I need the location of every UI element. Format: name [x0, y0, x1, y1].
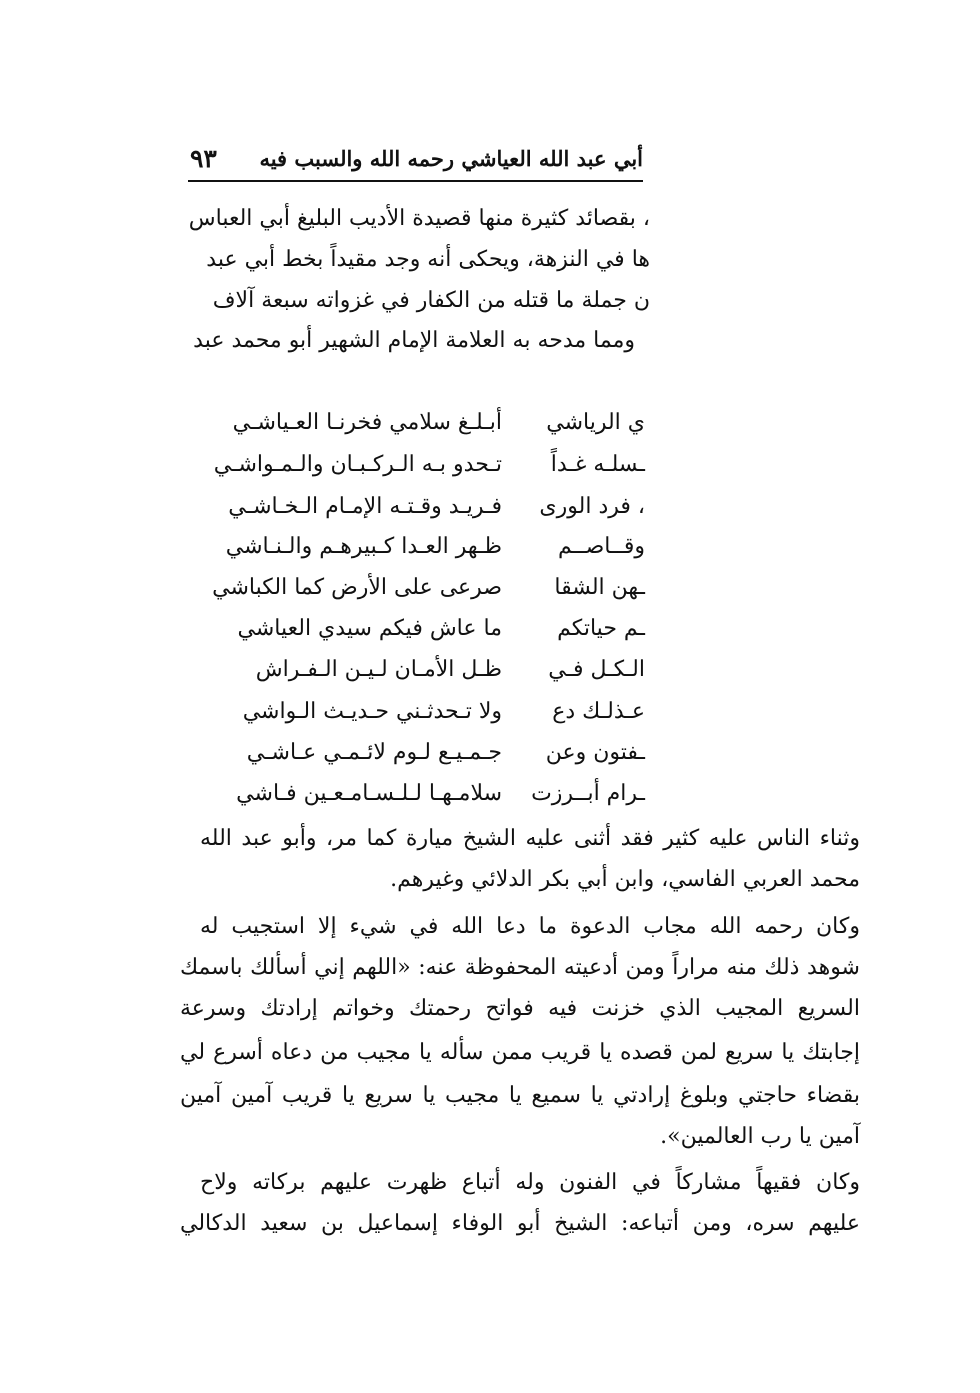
paragraph-line: محمد العربي الفاسي، وابن أبي بكر الدلائي وغيرهم. [390, 867, 860, 892]
verse-second-hemistich: ولا تـحدثـني حـديـث الـواشي [242, 699, 502, 724]
paragraph-line: وكان فقيهاً مشاركاً في الفنون وله أتباع ظهرت عليهم بركاته ولاح [200, 1170, 860, 1195]
paragraph-line: آمين يا رب العالمين». [660, 1124, 860, 1149]
paragraph-line: السريع المجيب الذي خزنت فيه فواتح رحمتك وخواتم إرادتك وسرعة [180, 996, 860, 1021]
verse-first-hemistich: ي الرياشي [546, 410, 645, 435]
page-number: ٩٣ [190, 144, 217, 173]
paragraph-line: وثناء الناس عليه كثير فقد أثنى عليه الشيخ ميارة كما مر، وأبو عبد الله [200, 826, 860, 851]
verse-first-hemistich: ـرام أبــرزت [531, 781, 645, 806]
verse-first-hemistich: الـكـل فـي [548, 657, 645, 682]
intro-line: ها في النزهة، ويحكى أنه وجد مقيداً بخط أبي عبد [206, 247, 650, 272]
intro-line: ، بقصائد كثيرة منها قصيدة الأديب البليغ أبي العباس [188, 206, 650, 231]
paragraph-line: شوهد ذلك منه مراراً ومن أدعيته المحفوظة عنه: «اللهم إني أسألك باسمك [180, 955, 860, 980]
verse-first-hemistich: وقــاصــم [558, 534, 645, 559]
verse-second-hemistich: صرعى على الأرض كما الكباشي [212, 575, 502, 600]
paragraph-line: وكان رحمه الله مجاب الدعوة ما دعا الله في شيء إلا استجيب له [200, 914, 860, 939]
verse-first-hemistich: ـفتون وعن [545, 740, 645, 765]
paragraph-line: عليهم سره، ومن أتباعه: الشيخ أبو الوفاء إسماعيل بن سعيد الدكالي [180, 1211, 860, 1236]
verse-first-hemistich: ، فرد الورى [539, 494, 645, 519]
verse-second-hemistich: ظـل الأمـان لـيـن الـفـراش [255, 657, 502, 682]
verse-second-hemistich: أبـلـغ سلامي فخرنـا العـياشـي [232, 410, 502, 435]
verse-second-hemistich: ما عاش فيكم سيدي العياشي [237, 616, 502, 641]
intro-line: ن جملة ما قتله من الكفار في غزواته سبعة آلاف [212, 288, 650, 313]
paragraph-line: بقضاء حاجتي وبلوغ إرادتي يا سميع يا مجيب يا سريع يا قريب آمين آمين [180, 1083, 860, 1108]
header-title: أبي عبد الله العياشي رحمه الله والسبب فيه [259, 146, 643, 171]
paragraph-line: إجابتك يا سريع لمن قصده يا قريب ممن سأله يا مجيب من دعاه أسرع لي [180, 1040, 860, 1065]
intro-line: ومما مدحه به العلامة الإمام الشهير أبو محمد عبد [193, 328, 635, 353]
verse-second-hemistich: سلامـهـا لـلـسـامـعـين فـاشي [236, 781, 502, 806]
verse-second-hemistich: جـمـيـع لـوم لائـمـي عـاشـي [246, 740, 502, 765]
verse-first-hemistich: ـم حياتكم [557, 616, 645, 641]
verse-second-hemistich: تـحدو بـه الـركـبـان والـمـواشـي [213, 452, 502, 477]
verse-first-hemistich: ـهن الشقا [554, 575, 645, 600]
verse-second-hemistich: فـريـد وقـتـه الإمـام الـخـاشـي [228, 494, 502, 519]
running-header [188, 140, 643, 182]
verse-second-hemistich: ظـهر العـدا كـبيرهـم والـنـاشي [225, 534, 502, 559]
verse-first-hemistich: عـذلـك دع [552, 699, 645, 724]
verse-first-hemistich: ـسلـه غـداً [550, 452, 645, 477]
